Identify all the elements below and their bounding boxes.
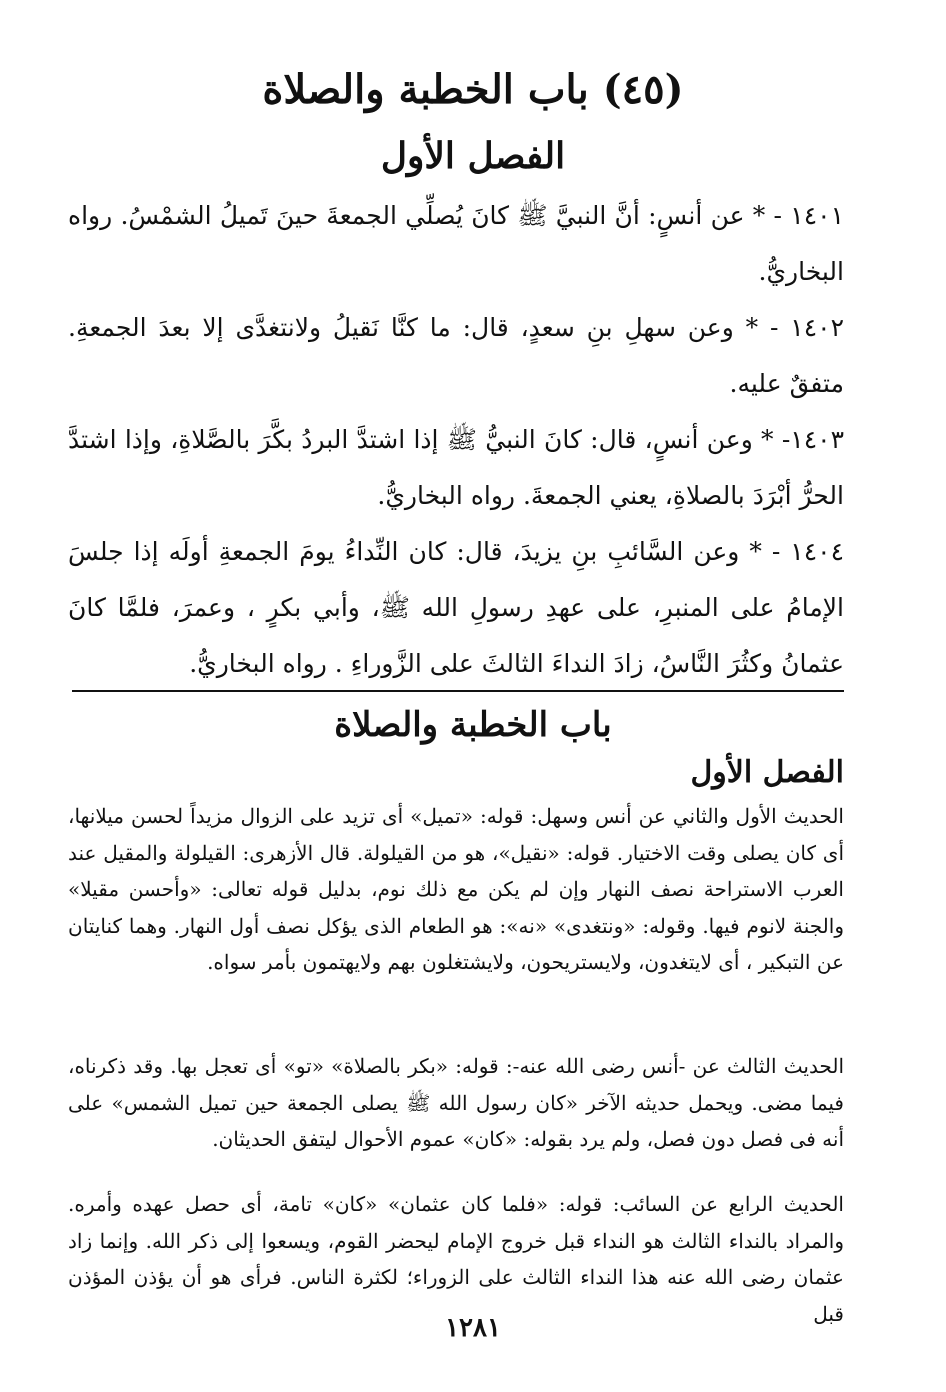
section-title: الفصل الأول (380, 135, 566, 177)
commentary-title: باب الخطبة والصلاة (334, 705, 612, 745)
hadith-1403: ١٤٠٣- * وعن أنسٍ، قال: كانَ النبيُّ ﷺ إذا اشتدَّ البردُ بكَّرَ بالصَّلاةِ، وإذا اشتدَّ الحرُّ أبْرَدَ بالصلاةِ، يعني الجمعةَ. رواه البخاريُّ. (68, 425, 844, 510)
hadith-1401: ١٤٠١ - * عن أنسٍ: أنَّ النبيَّ ﷺ كانَ يُصلِّي الجمعةَ حينَ تَميلُ الشمْسُ. رواه البخاريُّ. (68, 201, 844, 286)
commentary-paragraph-2: الحديث الثالث عن -أنس رضى الله عنه-: قوله: «بكر بالصلاة» «تو» أى تعجل بها. وقد ذكرناه، فيما مضى. ويحمل حديثه الآخر «كان رسول الله ﷺ يصلى الجمعة حين تميل الشمس» على أنه فى فصل دون فصل، ولم يرد بقوله: «كان» عموم الأحوال ليتفق الحديثان. (68, 1054, 844, 1151)
commentary-paragraph-1: الحديث الأول والثاني عن أنس وسهل: قوله: «تميل» أى تزيد على الزوال مزيداً لحسن ميلانها، أى كان يصلى وقت الاختيار. قوله: «نقيل»، هو من القيلولة. قال الأزهرى: القيلولة والمقيل عند العرب الاستراحة نصف النهار وإن لم يكن مع ذلك نوم، بدليل قوله تعالى: «وأحسن مقيلا» والجنة لانوم فيها. وقوله: «ونتغدى» «نه»: هو الطعام الذى يؤكل نصف أول النهار. وهما كنايتان عن التبكير ، أى لايتغدون، ولايستريحون، ولايشتغلون بهم ولايهتمون بأمر سواه. (68, 804, 844, 974)
commentary-section-title: الفصل الأول (690, 755, 844, 790)
hadith-1402: ١٤٠٢ - * وعن سهلِ بنِ سعدٍ، قال: ما كنَّا نَقيلُ ولانتغدَّى إلا بعدَ الجمعةِ. متفقٌ عليه. (68, 313, 844, 398)
commentary-paragraph-3: الحديث الرابع عن السائب: قوله: «فلما كان عثمان» «كان» تامة، أى حصل عهده وأمره. والمراد بالنداء الثالث هو النداء قبل خروج الإمام ليحضر القوم، ويسعوا إلى ذكر الله. وإنما زاد عثمان رضى الله عنه هذا النداء الثالث على الزوراء؛ لكثرة الناس. فرأى هو أن يؤذن المؤذن قبل (68, 1192, 844, 1326)
page-number: ١٢٨١ (445, 1313, 501, 1343)
hadith-1404: ١٤٠٤ - * وعن السَّائبِ بنِ يزيدَ، قال: كان النِّداءُ يومَ الجمعةِ أولَه إذا جلسَ الإمامُ على المنبرِ، على عهدِ رسولِ الله ﷺ، وأبي بكرٍ ، وعمرَ، فلمَّا كانَ عثمانُ وكثُرَ النَّاسُ، زادَ النداءَ الثالثَ على الزَّوراءِ . رواه البخاريُّ. (68, 537, 844, 678)
divider-line (72, 690, 844, 692)
chapter-title: (٤٥) باب الخطبة والصلاة (262, 66, 684, 113)
